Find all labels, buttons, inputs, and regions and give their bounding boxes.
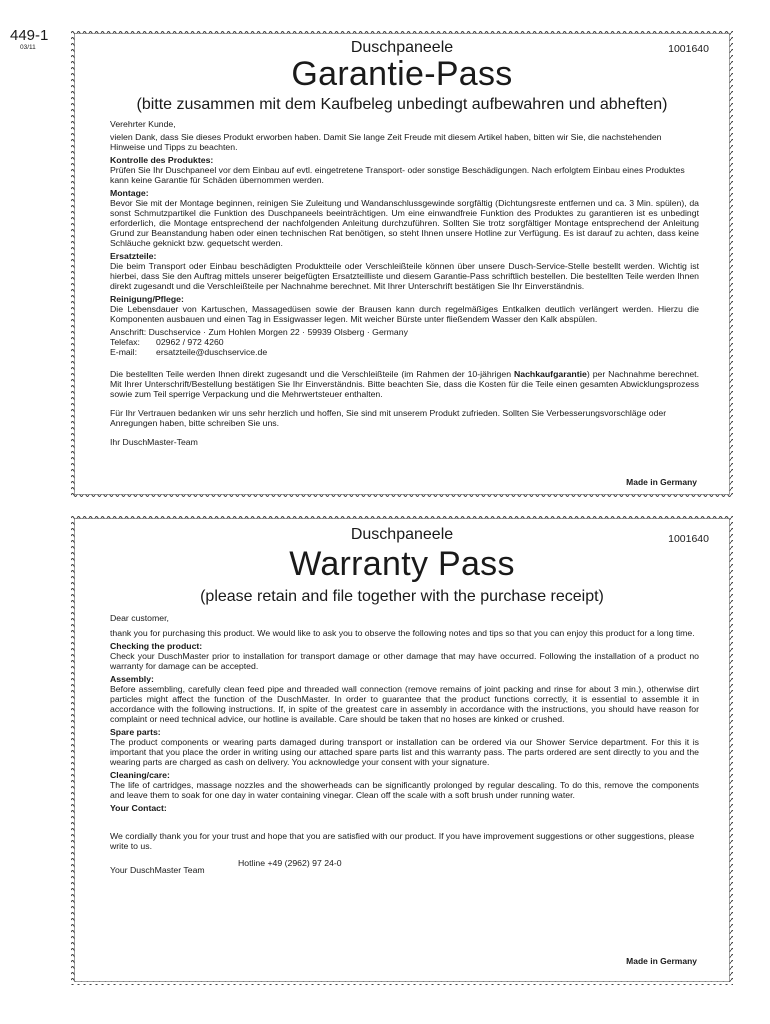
section-text-spare: Die beim Transport oder Einbau beschädigten Produktteile oder Verschleißteile können über unsere Dusch-Service-Stelle bestellt werden. Wichtig ist hierbei, dass Sie den Auftrag mittels unserer beigefügten Ersatzteilliste und diesem Garantie-Pass schriftlich bestellen. Die bestellten Teile werden Ihnen direkt zugesandt und die Verschleißteile per Nachnahme berechnet. Mit Ihrer Unterschrift bestätigen Sie Ihr Einverständnis.	[110, 261, 699, 291]
section-text-assembly: Bevor Sie mit der Montage beginnen, reinigen Sie Zuleitung und Wandanschlussgewinde sorgfältig (Dichtungsreste entfernen und ca. 3 Min. spülen), da sonst Schmutzpartikel die Funktion des Duschpaneels beeinträchtigen. Um eine einwandfreie Funktion des Produktes zu garantieren ist es unbedingt erforderlich, die Montage entsprechend der nachfolgenden Anleitung durchzuführen. Sollten Sie trotz sorgfältiger Montage entsprechend der Anleitung Grund zur Beanstandung haben oder einen technischen Rat benötigen, so steht Ihnen unsere Hotline zur Verfügung. Es ist darauf zu achten, dass keine Schläuche geknickt bzw. gequetscht werden.	[110, 198, 699, 248]
section-heading-check: Checking the product:	[110, 641, 203, 651]
section-text-cleaning: Die Lebensdauer von Kartuschen, Massagedüsen sowie der Brausen kann durch regelmäßiges Entkalken deutlich verlängert werden. Hierzu die Komponenten ausbauen und einen Tag in Essigwasser legen. Mit weicher Bürste unter fließendem Wasser den Kalk abspülen.	[110, 304, 699, 324]
section-heading-spare: Ersatzteile:	[110, 251, 157, 261]
order-info	[110, 369, 699, 399]
hotline-number: Hotline +49 (2962) 97 24-0	[238, 858, 342, 868]
email-label: E-mail:	[110, 347, 138, 357]
fax-label: Telefax:	[110, 337, 140, 347]
order-info-pre: Die bestellten Teile werden Ihnen direkt zugesandt und die Verschleißteile (im Rahmen der 10-jährigen	[110, 369, 514, 379]
article-number: 1001640	[668, 533, 709, 545]
section-heading-assembly: Montage:	[110, 188, 149, 198]
greeting: Verehrter Kunde,	[110, 119, 176, 129]
greeting: Dear customer,	[110, 613, 169, 623]
team-signature: Ihr DuschMaster-Team	[110, 437, 198, 447]
thanks-text: Für Ihr Vertrauen bedanken wir uns sehr herzlich und hoffen, Sie sind mit unserem Produkt zufrieden. Sollten Sie Verbesserungsvorschläge oder Anregungen haben, bitte schreiben Sie uns.	[110, 408, 667, 428]
page-title: Garantie-Pass	[291, 55, 513, 93]
address: Anschrift: Duschservice · Zum Hohlen Morgen 22 · 59939 Olsberg · Germany	[110, 327, 408, 337]
document-code: 449-1	[10, 27, 49, 44]
section-heading-cleaning: Cleaning/care:	[110, 770, 170, 780]
made-in-label: Made in Germany	[626, 956, 697, 966]
intro-text: thank you for purchasing this product. We would like to ask you to observe the following notes and tips so that you can enjoy this product for a long time.	[110, 628, 695, 638]
section-text-assembly: Before assembling, carefully clean feed pipe and threaded wall connection (remove remains of joint packing and rinse for about 3 min.), otherwise dirt particles might affect the function of the DuschMaster. In order to guarantee that the product functions correctly, it is essential to assemble it in accordance with the following instructions. If, in spite of the greatest care in assembly in accordance with the instructions, you should have reason for complaint or need technical advice, our hotline is available. Care should be taken that no hoses are kinked or crushed.	[110, 684, 699, 724]
made-in-label: Made in Germany	[626, 477, 697, 487]
subtitle-note: (bitte zusammen mit dem Kaufbeleg unbedingt aufbewahren und abheften)	[136, 96, 668, 113]
section-heading-assembly: Assembly:	[110, 674, 154, 684]
page-title: Warranty Pass	[289, 545, 515, 583]
section-text-cleaning: The life of cartridges, massage nozzles and the showerheads can be significantly prolonged by regular descaling. To do this, remove the components and leave them to soak for one day in water containing vinegar. Clean off the scale with a soft brush under running water.	[110, 780, 699, 800]
order-info-post: ) per Nachnahme berechnet. Mit Ihrer Unterschrift/Bestellung bestätigen Sie Ihr Einverständnis. Bitte beachten Sie, dass die Kosten für die Teile einen gesamten Abwicklungsprozess sowie zum Teil sperrige Verpackung und die Mehrwertsteuer enthalten.	[110, 369, 699, 399]
section-text-spare: The product components or wearing parts damaged during transport or installation can be ordered via our Shower Service department. For this it is important that you place the order in writing using our attached spare parts list and this warranty pass. The parts ordered are sent directly to you and the wearing parts are charged as cash on delivery. You acknowledge your consent with your signature.	[110, 737, 699, 767]
article-number: 1001640	[668, 43, 709, 55]
warranty-card-english	[71, 515, 733, 985]
warranty-card-german	[71, 30, 733, 498]
email-row	[110, 347, 699, 357]
sign-off	[110, 855, 699, 879]
email-value[interactable]: ersatzteile@duschservice.de	[156, 347, 268, 357]
section-heading-contact: Your Contact:	[110, 803, 167, 813]
product-category: Duschpaneele	[350, 39, 454, 56]
section-heading-cleaning: Reinigung/Pflege:	[110, 294, 184, 304]
section-text-check: Prüfen Sie Ihr Duschpaneel vor dem Einbau auf evtl. eingetretene Transport- oder sonstige Beschädigungen. Nach erfolgtem Einbau eines Produktes kann keine Garantie für Schäden übernommen werden.	[110, 165, 685, 185]
section-text-check: Check your DuschMaster prior to installation for transport damage or other damage that may have occurred. Following the installation of a product no warranty for damage can be accepted.	[110, 651, 699, 671]
document-date: 03/11	[20, 44, 36, 51]
order-info-bold: Nachkaufgarantie	[513, 369, 587, 379]
body-text	[110, 119, 699, 450]
intro-text: vielen Dank, dass Sie dieses Produkt erworben haben. Damit Sie lange Zeit Freude mit diesem Artikel haben, bitten wir Sie, die nachstehenden Hinweise und Tipps zu beachten.	[110, 132, 662, 152]
section-heading-check: Kontrolle des Produktes:	[110, 155, 214, 165]
subtitle-note: (please retain and file together with the purchase receipt)	[200, 588, 604, 605]
body-text	[110, 613, 699, 879]
fax-row	[110, 337, 699, 347]
fax-value: 02962 / 972 4260	[156, 337, 224, 347]
product-category: Duschpaneele	[350, 526, 454, 543]
team-signature: Your DuschMaster Team	[110, 865, 205, 875]
section-heading-spare: Spare parts:	[110, 727, 161, 737]
thanks-text: We cordially thank you for your trust and hope that you are satisfied with our product. If you have improvement suggestions or other suggestions, please write to us.	[110, 831, 695, 851]
